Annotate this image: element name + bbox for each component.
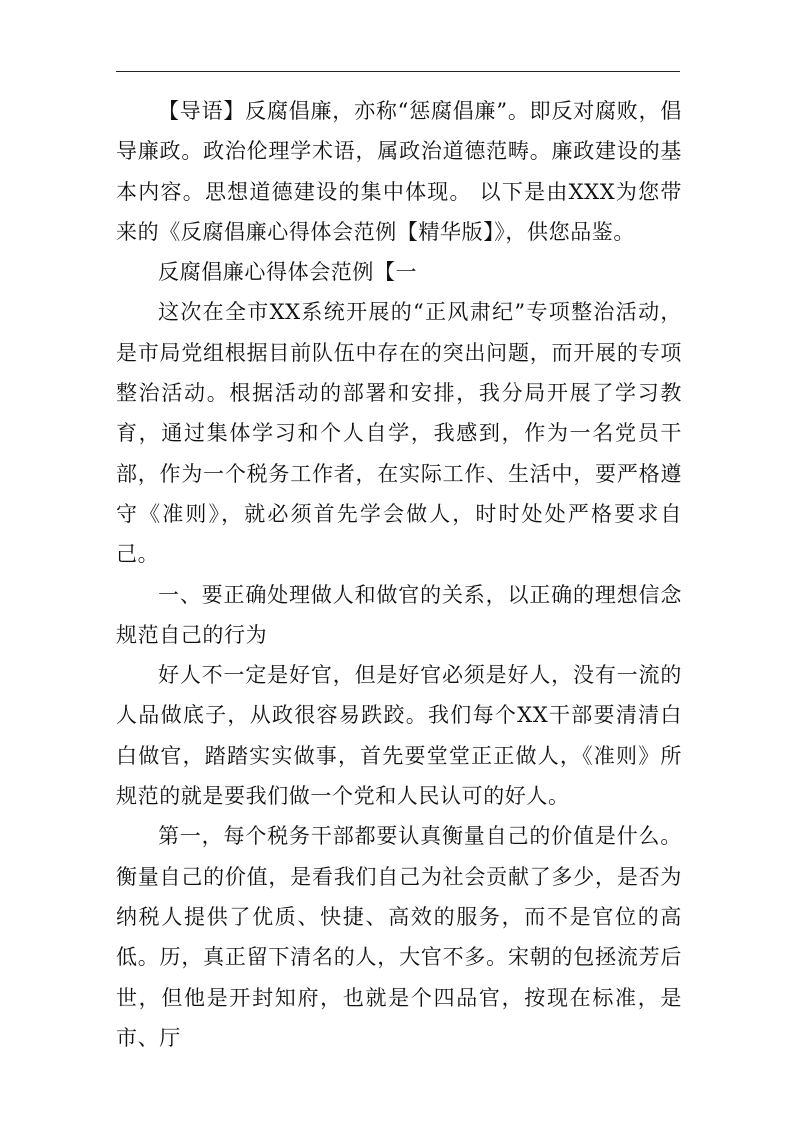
- point-heading: 一、要正确处理做人和做官的关系，以正确的理想信念规范自己的行为: [116, 582, 682, 647]
- intro-paragraph: 【导语】反腐倡廉，亦称“惩腐倡廉”。即反对腐败，倡导廉政。政治伦理学术语，属政治道德范畴。廉政建设的基本内容。思想道德建设的集中体现。 以下是由XXX为您带来的《反腐倡廉心得体会范例【精华版】》，供您品鉴。: [116, 99, 682, 244]
- body-paragraph: 第一，每个税务干部都要认真衡量自己的价值是什么。衡量自己的价值，是看我们自己为社会贡献了多少，是否为纳税人提供了优质、快捷、高效的服务，而不是官位的高低。历，真正留下清名的人，大官不多。宋朝的包拯流芳后世，但他是开封知府，也就是个四品官，按现在标准，是市、厅: [116, 824, 682, 1050]
- section-title: 反腐倡廉心得体会范例【一: [158, 260, 418, 285]
- body-paragraph: 好人不一定是好官，但是好官必须是好人，没有一流的人品做底子，从政很容易跌跤。我们每个XX干部要清清白白做官，踏踏实实做事，首先要堂堂正正做人，《准则》所规范的就是要我们做一个党和人民认可的好人。: [116, 663, 682, 809]
- body-paragraph: 这次在全市XX系统开展的“正风肃纪”专项整治活动，是市局党组根据目前队伍中存在的突出问题，而开展的专项整治活动。根据活动的部署和安排，我分局开展了学习教育，通过集体学习和个人自学，我感到，作为一名党员干部，作为一个税务工作者，在实际工作、生活中，要严格遵守《准则》，就必须首先学会做人，时时处处严格要求自己。: [116, 300, 682, 567]
- header-rule: [116, 71, 680, 72]
- document-body: [116, 91, 682, 1058]
